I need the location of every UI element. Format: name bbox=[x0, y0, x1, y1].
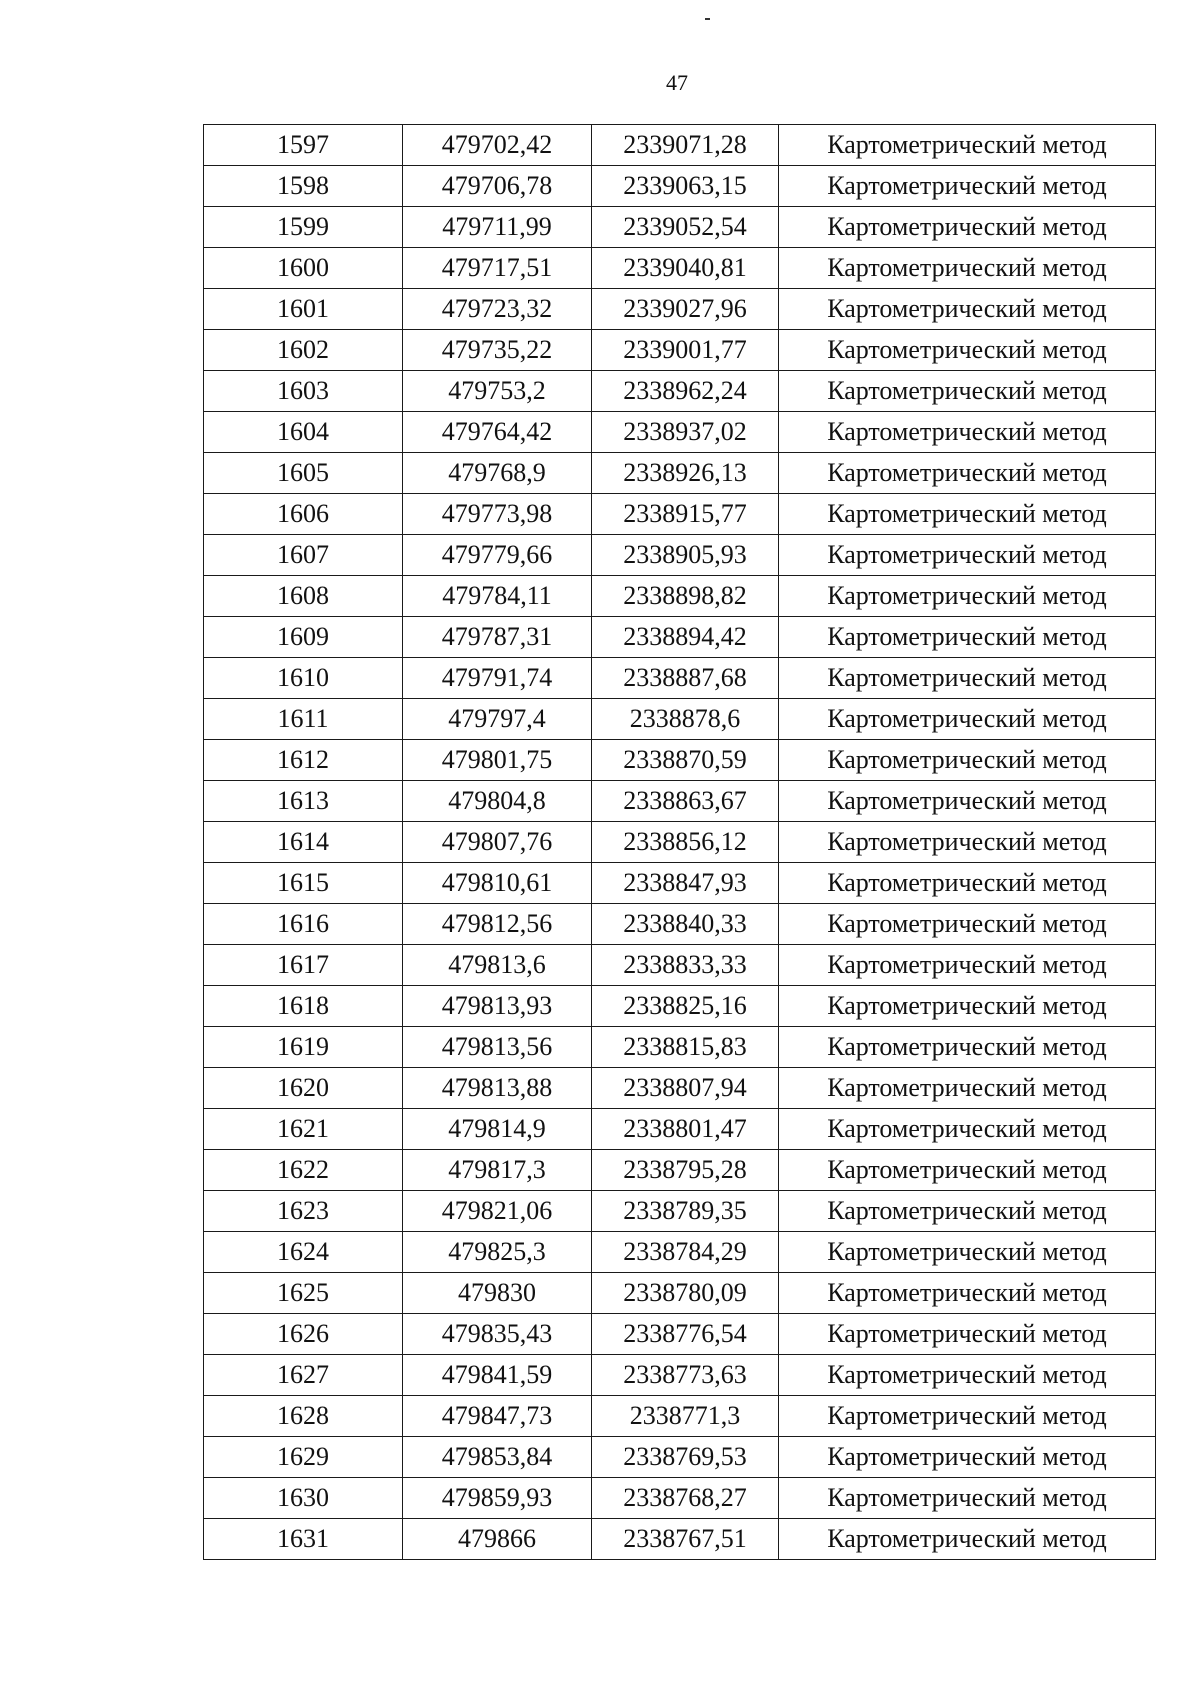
point-number-cell: 1609 bbox=[204, 617, 403, 658]
y-coordinate-cell: 2339001,77 bbox=[592, 330, 779, 371]
table-row bbox=[204, 863, 1156, 904]
table-row bbox=[204, 1314, 1156, 1355]
point-number-cell: 1605 bbox=[204, 453, 403, 494]
point-number-cell: 1615 bbox=[204, 863, 403, 904]
y-coordinate-cell: 2338767,51 bbox=[592, 1519, 779, 1560]
method-cell: Картометрический метод bbox=[779, 863, 1156, 904]
point-number-cell: 1621 bbox=[204, 1109, 403, 1150]
y-coordinate-cell: 2338926,13 bbox=[592, 453, 779, 494]
table-row bbox=[204, 453, 1156, 494]
x-coordinate-cell: 479859,93 bbox=[403, 1478, 592, 1519]
method-cell: Картометрический метод bbox=[779, 1396, 1156, 1437]
y-coordinate-cell: 2338833,33 bbox=[592, 945, 779, 986]
method-cell: Картометрический метод bbox=[779, 781, 1156, 822]
table-row bbox=[204, 1232, 1156, 1273]
method-cell: Картометрический метод bbox=[779, 658, 1156, 699]
y-coordinate-cell: 2338894,42 bbox=[592, 617, 779, 658]
method-cell: Картометрический метод bbox=[779, 576, 1156, 617]
y-coordinate-cell: 2338769,53 bbox=[592, 1437, 779, 1478]
method-cell: Картометрический метод bbox=[779, 207, 1156, 248]
y-coordinate-cell: 2338915,77 bbox=[592, 494, 779, 535]
table-row bbox=[204, 1437, 1156, 1478]
y-coordinate-cell: 2338863,67 bbox=[592, 781, 779, 822]
table-row bbox=[204, 289, 1156, 330]
x-coordinate-cell: 479779,66 bbox=[403, 535, 592, 576]
y-coordinate-cell: 2338856,12 bbox=[592, 822, 779, 863]
method-cell: Картометрический метод bbox=[779, 494, 1156, 535]
x-coordinate-cell: 479847,73 bbox=[403, 1396, 592, 1437]
y-coordinate-cell: 2338847,93 bbox=[592, 863, 779, 904]
x-coordinate-cell: 479753,2 bbox=[403, 371, 592, 412]
method-cell: Картометрический метод bbox=[779, 904, 1156, 945]
point-number-cell: 1606 bbox=[204, 494, 403, 535]
x-coordinate-cell: 479702,42 bbox=[403, 125, 592, 166]
method-cell: Картометрический метод bbox=[779, 1437, 1156, 1478]
y-coordinate-cell: 2339040,81 bbox=[592, 248, 779, 289]
x-coordinate-cell: 479773,98 bbox=[403, 494, 592, 535]
x-coordinate-cell: 479807,76 bbox=[403, 822, 592, 863]
point-number-cell: 1603 bbox=[204, 371, 403, 412]
table-row bbox=[204, 330, 1156, 371]
point-number-cell: 1607 bbox=[204, 535, 403, 576]
point-number-cell: 1608 bbox=[204, 576, 403, 617]
y-coordinate-cell: 2338840,33 bbox=[592, 904, 779, 945]
point-number-cell: 1614 bbox=[204, 822, 403, 863]
x-coordinate-cell: 479817,3 bbox=[403, 1150, 592, 1191]
table-row bbox=[204, 1191, 1156, 1232]
y-coordinate-cell: 2338801,47 bbox=[592, 1109, 779, 1150]
method-cell: Картометрический метод bbox=[779, 617, 1156, 658]
point-number-cell: 1622 bbox=[204, 1150, 403, 1191]
table-row bbox=[204, 904, 1156, 945]
x-coordinate-cell: 479812,56 bbox=[403, 904, 592, 945]
point-number-cell: 1611 bbox=[204, 699, 403, 740]
point-number-cell: 1604 bbox=[204, 412, 403, 453]
table-row bbox=[204, 1150, 1156, 1191]
table-row bbox=[204, 166, 1156, 207]
page-number: 47 bbox=[666, 70, 688, 95]
y-coordinate-cell: 2338789,35 bbox=[592, 1191, 779, 1232]
method-cell: Картометрический метод bbox=[779, 125, 1156, 166]
point-number-cell: 1601 bbox=[204, 289, 403, 330]
x-coordinate-cell: 479813,6 bbox=[403, 945, 592, 986]
method-cell: Картометрический метод bbox=[779, 289, 1156, 330]
point-number-cell: 1618 bbox=[204, 986, 403, 1027]
point-number-cell: 1612 bbox=[204, 740, 403, 781]
table-row bbox=[204, 1355, 1156, 1396]
x-coordinate-cell: 479853,84 bbox=[403, 1437, 592, 1478]
point-number-cell: 1600 bbox=[204, 248, 403, 289]
scan-mark bbox=[705, 18, 710, 20]
table-row bbox=[204, 1478, 1156, 1519]
y-coordinate-cell: 2339052,54 bbox=[592, 207, 779, 248]
x-coordinate-cell: 479797,4 bbox=[403, 699, 592, 740]
table-row bbox=[204, 1027, 1156, 1068]
y-coordinate-cell: 2338825,16 bbox=[592, 986, 779, 1027]
x-coordinate-cell: 479814,9 bbox=[403, 1109, 592, 1150]
point-number-cell: 1631 bbox=[204, 1519, 403, 1560]
y-coordinate-cell: 2338771,3 bbox=[592, 1396, 779, 1437]
method-cell: Картометрический метод bbox=[779, 945, 1156, 986]
table-row bbox=[204, 822, 1156, 863]
x-coordinate-cell: 479830 bbox=[403, 1273, 592, 1314]
table-row bbox=[204, 1109, 1156, 1150]
y-coordinate-cell: 2338905,93 bbox=[592, 535, 779, 576]
table-row bbox=[204, 1068, 1156, 1109]
y-coordinate-cell: 2338780,09 bbox=[592, 1273, 779, 1314]
table-row bbox=[204, 248, 1156, 289]
point-number-cell: 1626 bbox=[204, 1314, 403, 1355]
x-coordinate-cell: 479810,61 bbox=[403, 863, 592, 904]
y-coordinate-cell: 2338815,83 bbox=[592, 1027, 779, 1068]
method-cell: Картометрический метод bbox=[779, 986, 1156, 1027]
x-coordinate-cell: 479784,11 bbox=[403, 576, 592, 617]
x-coordinate-cell: 479813,93 bbox=[403, 986, 592, 1027]
point-number-cell: 1602 bbox=[204, 330, 403, 371]
coordinates-table-body bbox=[204, 125, 1156, 1560]
table-row bbox=[204, 125, 1156, 166]
x-coordinate-cell: 479764,42 bbox=[403, 412, 592, 453]
x-coordinate-cell: 479821,06 bbox=[403, 1191, 592, 1232]
y-coordinate-cell: 2339027,96 bbox=[592, 289, 779, 330]
table-row bbox=[204, 535, 1156, 576]
point-number-cell: 1630 bbox=[204, 1478, 403, 1519]
x-coordinate-cell: 479717,51 bbox=[403, 248, 592, 289]
x-coordinate-cell: 479768,9 bbox=[403, 453, 592, 494]
point-number-cell: 1620 bbox=[204, 1068, 403, 1109]
table-row bbox=[204, 740, 1156, 781]
y-coordinate-cell: 2338776,54 bbox=[592, 1314, 779, 1355]
y-coordinate-cell: 2338937,02 bbox=[592, 412, 779, 453]
table-row bbox=[204, 699, 1156, 740]
x-coordinate-cell: 479813,88 bbox=[403, 1068, 592, 1109]
method-cell: Картометрический метод bbox=[779, 453, 1156, 494]
point-number-cell: 1619 bbox=[204, 1027, 403, 1068]
y-coordinate-cell: 2338807,94 bbox=[592, 1068, 779, 1109]
table-row bbox=[204, 617, 1156, 658]
table-row bbox=[204, 371, 1156, 412]
x-coordinate-cell: 479801,75 bbox=[403, 740, 592, 781]
x-coordinate-cell: 479706,78 bbox=[403, 166, 592, 207]
x-coordinate-cell: 479835,43 bbox=[403, 1314, 592, 1355]
x-coordinate-cell: 479841,59 bbox=[403, 1355, 592, 1396]
x-coordinate-cell: 479791,74 bbox=[403, 658, 592, 699]
point-number-cell: 1616 bbox=[204, 904, 403, 945]
method-cell: Картометрический метод bbox=[779, 330, 1156, 371]
method-cell: Картометрический метод bbox=[779, 166, 1156, 207]
point-number-cell: 1598 bbox=[204, 166, 403, 207]
method-cell: Картометрический метод bbox=[779, 1478, 1156, 1519]
x-coordinate-cell: 479866 bbox=[403, 1519, 592, 1560]
y-coordinate-cell: 2338784,29 bbox=[592, 1232, 779, 1273]
method-cell: Картометрический метод bbox=[779, 1232, 1156, 1273]
point-number-cell: 1625 bbox=[204, 1273, 403, 1314]
y-coordinate-cell: 2338768,27 bbox=[592, 1478, 779, 1519]
method-cell: Картометрический метод bbox=[779, 1519, 1156, 1560]
table-row bbox=[204, 986, 1156, 1027]
method-cell: Картометрический метод bbox=[779, 535, 1156, 576]
method-cell: Картометрический метод bbox=[779, 248, 1156, 289]
method-cell: Картометрический метод bbox=[779, 740, 1156, 781]
method-cell: Картометрический метод bbox=[779, 1109, 1156, 1150]
y-coordinate-cell: 2338878,6 bbox=[592, 699, 779, 740]
y-coordinate-cell: 2338887,68 bbox=[592, 658, 779, 699]
x-coordinate-cell: 479813,56 bbox=[403, 1027, 592, 1068]
x-coordinate-cell: 479735,22 bbox=[403, 330, 592, 371]
x-coordinate-cell: 479723,32 bbox=[403, 289, 592, 330]
point-number-cell: 1610 bbox=[204, 658, 403, 699]
coordinates-table bbox=[203, 124, 1156, 1560]
method-cell: Картометрический метод bbox=[779, 699, 1156, 740]
x-coordinate-cell: 479804,8 bbox=[403, 781, 592, 822]
point-number-cell: 1624 bbox=[204, 1232, 403, 1273]
point-number-cell: 1613 bbox=[204, 781, 403, 822]
table-row bbox=[204, 576, 1156, 617]
method-cell: Картометрический метод bbox=[779, 1027, 1156, 1068]
point-number-cell: 1617 bbox=[204, 945, 403, 986]
x-coordinate-cell: 479787,31 bbox=[403, 617, 592, 658]
table-row bbox=[204, 1396, 1156, 1437]
method-cell: Картометрический метод bbox=[779, 1191, 1156, 1232]
y-coordinate-cell: 2338962,24 bbox=[592, 371, 779, 412]
y-coordinate-cell: 2339071,28 bbox=[592, 125, 779, 166]
x-coordinate-cell: 479825,3 bbox=[403, 1232, 592, 1273]
point-number-cell: 1628 bbox=[204, 1396, 403, 1437]
y-coordinate-cell: 2338870,59 bbox=[592, 740, 779, 781]
table-row bbox=[204, 781, 1156, 822]
table-row bbox=[204, 494, 1156, 535]
x-coordinate-cell: 479711,99 bbox=[403, 207, 592, 248]
point-number-cell: 1597 bbox=[204, 125, 403, 166]
point-number-cell: 1627 bbox=[204, 1355, 403, 1396]
method-cell: Картометрический метод bbox=[779, 1150, 1156, 1191]
method-cell: Картометрический метод bbox=[779, 371, 1156, 412]
table-row bbox=[204, 412, 1156, 453]
method-cell: Картометрический метод bbox=[779, 1314, 1156, 1355]
point-number-cell: 1629 bbox=[204, 1437, 403, 1478]
method-cell: Картометрический метод bbox=[779, 1355, 1156, 1396]
table-row bbox=[204, 945, 1156, 986]
y-coordinate-cell: 2338898,82 bbox=[592, 576, 779, 617]
y-coordinate-cell: 2338773,63 bbox=[592, 1355, 779, 1396]
table-row bbox=[204, 207, 1156, 248]
method-cell: Картометрический метод bbox=[779, 1068, 1156, 1109]
method-cell: Картометрический метод bbox=[779, 822, 1156, 863]
point-number-cell: 1599 bbox=[204, 207, 403, 248]
method-cell: Картометрический метод bbox=[779, 412, 1156, 453]
table-row bbox=[204, 658, 1156, 699]
y-coordinate-cell: 2339063,15 bbox=[592, 166, 779, 207]
table-row bbox=[204, 1519, 1156, 1560]
table-row bbox=[204, 1273, 1156, 1314]
point-number-cell: 1623 bbox=[204, 1191, 403, 1232]
y-coordinate-cell: 2338795,28 bbox=[592, 1150, 779, 1191]
method-cell: Картометрический метод bbox=[779, 1273, 1156, 1314]
